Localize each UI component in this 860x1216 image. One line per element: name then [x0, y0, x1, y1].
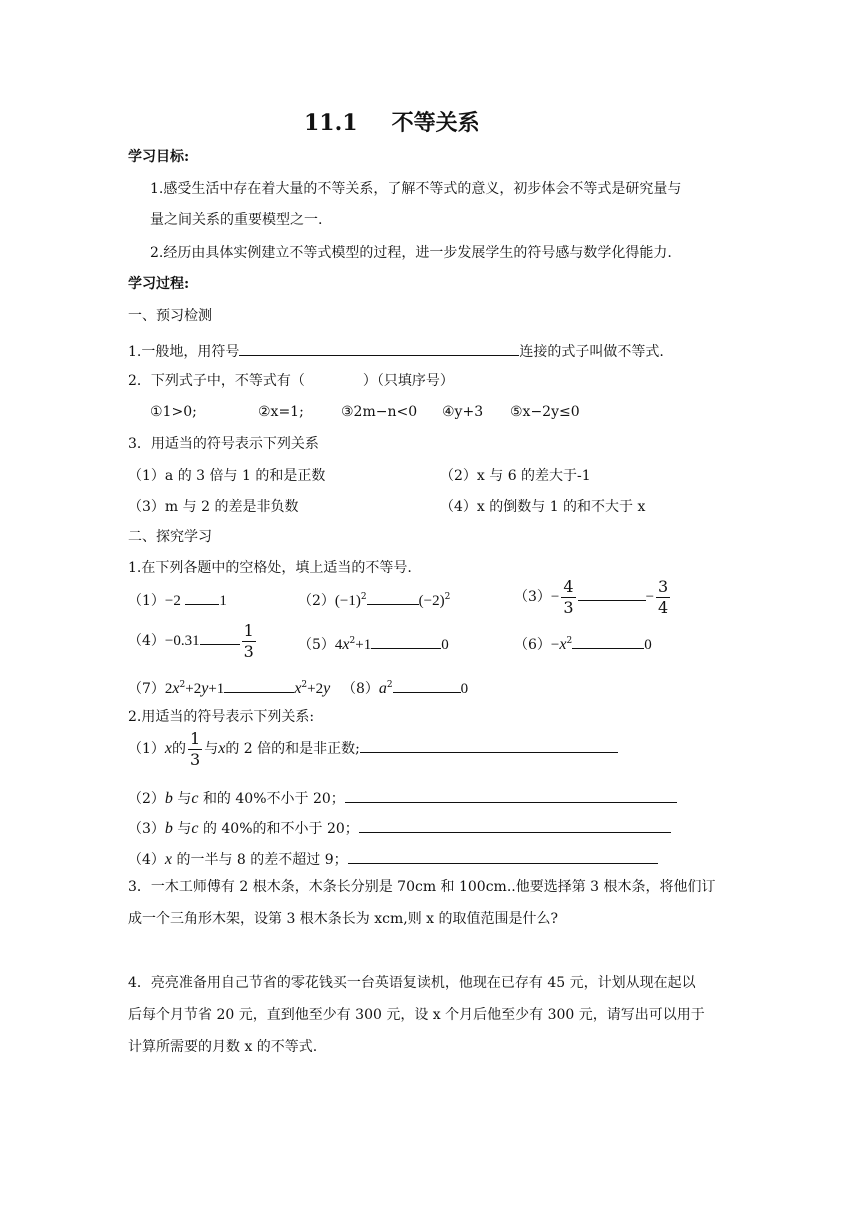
goal-1-line-1: 1.感受生活中存在着大量的不等关系，了解不等式的意义，初步体会不等式是研究量与 — [150, 181, 682, 197]
blank-6[interactable] — [572, 634, 644, 649]
preview-q2-option-2: ②x=1; — [258, 404, 304, 420]
preview-heading: 一、预习检测 — [128, 308, 212, 324]
process-heading: 学习过程: — [128, 276, 190, 292]
answer-blank-1[interactable] — [360, 738, 618, 753]
preview-q2-end: ）（只填序号） — [362, 373, 454, 389]
explore-q1-item-4: （4）−0.31 $\frac{1}{3}$ — [128, 620, 254, 661]
blank-5[interactable] — [371, 634, 441, 649]
explore-q1-item-7: $(7)2x^2+2y+1$ $x^2+2y$ — [128, 680, 331, 697]
explore-q1-item-3: （3）− $\frac{4}{3}$ − $\frac{3}{4}$ — [514, 576, 669, 617]
explore-q1-item-8: $(8)a^2$ 0 — [342, 680, 469, 697]
preview-q1 — [128, 341, 664, 359]
title-text: 不等关系 — [391, 110, 480, 136]
preview-q3-item-2: （2）x 与 6 的差大于-1 — [440, 468, 591, 484]
goals-heading: 学习目标: — [128, 149, 190, 165]
preview-q2-option-1: ①1>0; — [150, 404, 197, 420]
preview-q1-end: 连接的式子叫做不等式. — [519, 344, 664, 360]
answer-blank-2[interactable] — [345, 788, 677, 803]
preview-q2-option-3: ③2m−n<0 — [341, 404, 418, 420]
fraction-one-third: $\frac{1}{3}$ — [243, 620, 254, 661]
explore-q3-line-2: 成一个三角形木架，设第 3 根木条长为 xcm,则 x 的取值范围是什么? — [128, 911, 559, 927]
explore-q1-item-6: $(6)-x^2$ 0 — [514, 636, 652, 653]
preview-q3-item-1: （1）a 的 3 倍与 1 的和是正数 — [128, 468, 326, 484]
explore-heading: 二、探究学习 — [128, 529, 212, 545]
fraction-four-thirds: $\frac{4}{3}$ — [563, 576, 574, 617]
preview-q2-option-5: ⑤x−2y≤0 — [510, 404, 580, 420]
blank-8[interactable] — [393, 678, 461, 693]
page-title — [304, 112, 480, 134]
goal-2: 2.经历由具体实例建立不等式模型的过程，进一步发展学生的符号感与数学化得能力. — [150, 245, 672, 261]
goal-1-line-2: 量之间关系的重要模型之一. — [150, 212, 323, 228]
explore-q1-item-1: （1）−2 1 — [128, 590, 227, 609]
explore-q1-item-2: $(2)(-1)^2$ $(-2)^2$ — [298, 592, 451, 609]
blank-2[interactable] — [367, 590, 419, 605]
preview-q2 — [128, 374, 454, 388]
preview-q2-option-4: ④y+3 — [442, 404, 484, 420]
answer-blank-3[interactable] — [359, 818, 671, 833]
explore-q4-line-2: 后每个月节省 20 元，直到他至少有 300 元，设 x 个月后他至少有 300 元，请写出可以用于 — [128, 1007, 705, 1023]
explore-q2-item-4: （4）x 的一半与 8 的差不超过 9； — [128, 849, 658, 868]
explore-q4-line-1: 4．亮亮准备用自己节省的零花钱买一台英语复读机，他现在已存有 45 元，计划从现在起以 — [128, 975, 696, 991]
fraction-three-quarters: $\frac{3}{4}$ — [658, 576, 669, 617]
explore-q2-item-1: （1）x的 $\frac{1}{3}$ 与x的 2 倍的和是非正数; — [128, 730, 618, 768]
preview-q1-blank[interactable] — [239, 341, 519, 356]
blank-4[interactable] — [200, 630, 240, 645]
explore-q2-item-2: （2）b 与c 和的 40%不小于 20； — [128, 788, 677, 807]
explore-q3-line-1: 3．一木工师傅有 2 根木条，木条长分别是 70cm 和 100cm..他要选择第 3 根木条，将他们订 — [128, 879, 716, 895]
preview-q1-start: 1.一般地，用符号 — [128, 344, 240, 360]
preview-q3: 3．用适当的符号表示下列关系 — [128, 436, 319, 452]
title-number: 11.1 — [304, 110, 358, 136]
preview-q2-start: 2．下列式子中，不等式有（ — [128, 373, 305, 389]
preview-q3-item-4: （4）x 的倒数与 1 的和不大于 x — [440, 499, 646, 515]
blank-7[interactable] — [224, 678, 294, 693]
explore-q1-item-5: $(5)4x^2+1$ 0 — [298, 636, 449, 653]
blank-3[interactable] — [578, 586, 646, 601]
preview-q3-item-3: （3）m 与 2 的差是非负数 — [128, 499, 299, 515]
explore-q4-line-3: 计算所需要的月数 x 的不等式. — [128, 1039, 318, 1055]
answer-blank-4[interactable] — [348, 849, 658, 864]
explore-q1: 1.在下列各题中的空格处，填上适当的不等号. — [128, 560, 412, 576]
explore-q2-item-3: （3）b 与c 的 40%的和不小于 20； — [128, 818, 671, 837]
blank-1[interactable] — [185, 590, 219, 605]
explore-q2: 2.用适当的符号表示下列关系: — [128, 709, 315, 725]
fraction-one-third-2: $\frac{1}{3}$ — [190, 728, 201, 769]
